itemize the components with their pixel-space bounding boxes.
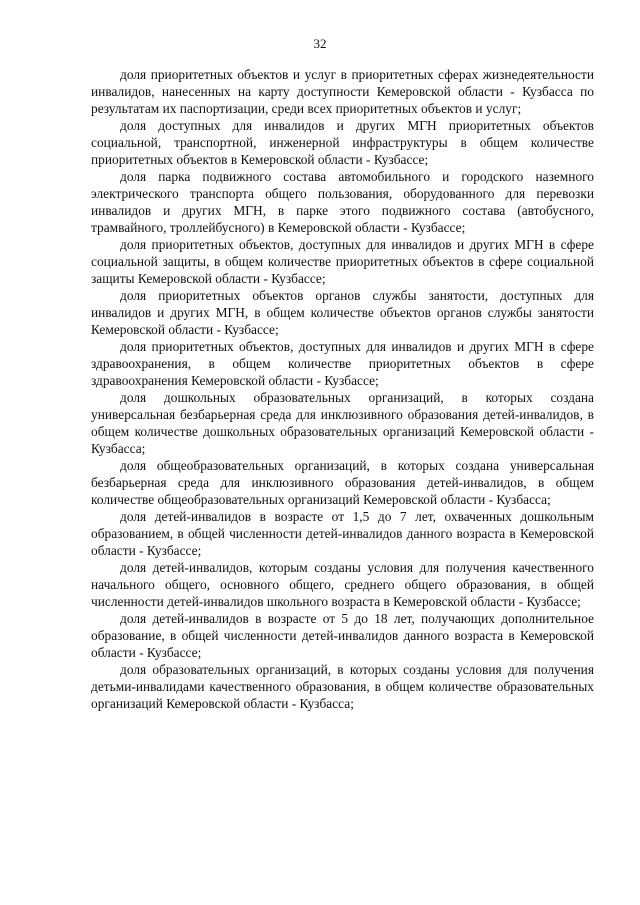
document-body — [91, 66, 594, 712]
paragraph: доля приоритетных объектов, доступных для инвалидов и других МГН в сфере социальной защиты, в общем количестве приоритетных объектов в сфере социальной защиты Кемеровской области - Кузбассе; — [91, 237, 594, 286]
paragraph: доля парка подвижного состава автомобильного и городского наземного электрического транспорта общего пользования, оборудованного для перевозки инвалидов и других МГН, в парке этого подвижного состава (автобусного, трамвайного, троллейбусного) в Кемеровской области - Кузбассе; — [91, 169, 594, 235]
paragraph: доля приоритетных объектов и услуг в приоритетных сферах жизнедеятельности инвалидов, нанесенных на карту доступности Кемеровской области - Кузбасса по результатам их паспортизации, среди всех приоритетных объектов и услуг; — [91, 67, 594, 116]
paragraph: доля детей-инвалидов в возрасте от 1,5 до 7 лет, охваченных дошкольным образованием, в общей численности детей-инвалидов данного возраста в Кемеровской области - Кузбассе; — [91, 509, 594, 558]
paragraph: доля общеобразовательных организаций, в которых создана универсальная безбарьерная среда для инклюзивного образования детей-инвалидов, в общем количестве общеобразовательных организаций Кемеровской области - Кузбасса; — [91, 458, 594, 507]
paragraph: доля дошкольных образовательных организаций, в которых создана универсальная безбарьерная среда для инклюзивного образования детей-инвалидов, в общем количестве дошкольных образовательных организаций Кемеровской области - Кузбасса; — [91, 390, 594, 456]
paragraph: доля образовательных организаций, в которых созданы условия для получения детьми-инвалидами качественного образования, в общем количестве образовательных организаций Кемеровской области - Кузбасса; — [91, 662, 594, 711]
paragraph: доля детей-инвалидов в возрасте от 5 до 18 лет, получающих дополнительное образование, в общей численности детей-инвалидов данного возраста в Кемеровской области - Кузбассе; — [91, 611, 594, 660]
paragraph: доля приоритетных объектов органов службы занятости, доступных для инвалидов и других МГН, в общем количестве объектов органов службы занятости Кемеровской области - Кузбассе; — [91, 288, 594, 337]
paragraph: доля приоритетных объектов, доступных для инвалидов и других МГН в сфере здравоохранения, в общем количестве приоритетных объектов в сфере здравоохранения Кемеровской области - Кузбассе; — [91, 339, 594, 388]
page-number: 32 — [313, 36, 327, 51]
paragraph: доля доступных для инвалидов и других МГН приоритетных объектов социальной, транспортной, инженерной инфраструктуры в общем количестве приоритетных объектов в Кемеровской области - Кузбассе; — [91, 118, 594, 167]
paragraph: доля детей-инвалидов, которым созданы условия для получения качественного начального общего, основного общего, среднего общего образования, в общей численности детей-инвалидов школьного возраста в Кемеровской области - Кузбассе; — [91, 560, 594, 609]
